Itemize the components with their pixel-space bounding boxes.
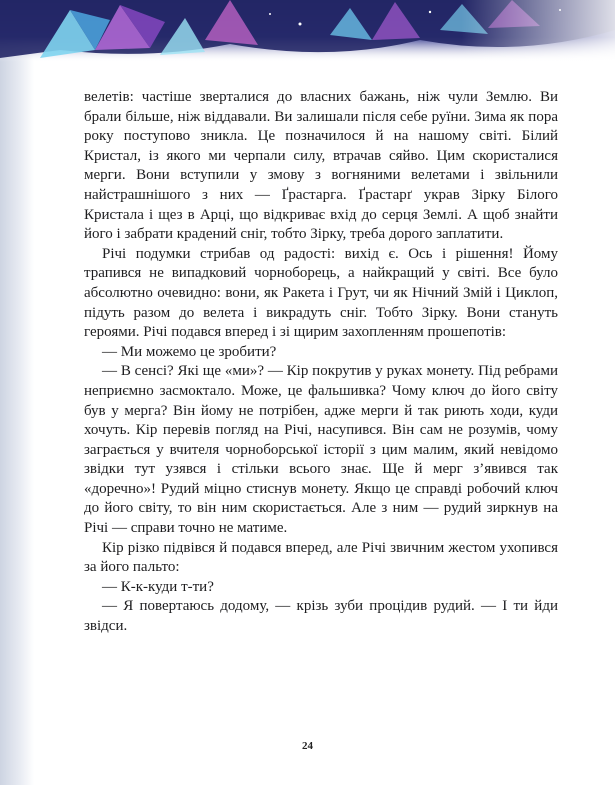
dialogue-line: — Я повертаюсь додому, — крізь зуби процідив рудий. — І ти йди звідси. [84,598,558,635]
page-number: 24 [302,740,313,752]
paragraph: Кір різко підвівся й подався вперед, але Річі звичним жестом ухопився за його пальто: [84,539,558,576]
paragraph: Річі подумки стрибав од радості: вихід є. Ось і рішення! Йому трапився не випадковий чорноборець, а найкращий у світі. Все було абсолютно очевидно: вони, як Ракета і Грут, чи як Нічний Змій і Циклоп, підуть разом до велета і викрадуть сніг. Тобто Зірку. Вони стануть героями. Річі подався вперед і зі щирим захопленням прошепотів: [84,245,558,341]
paragraph: велетів: частіше зверталися до власних бажань, ніж чули Землю. Ви брали більше, ніж віддавали. Ви залишали після себе руїни. Зима як пора року поступово зникла. Це позначилося й на нашому світі. Білий Кристал, із якого ми черпали силу, втрачав сяйво. Цим скористалися мерги. Вони вступили у змову з вогняними велетами і звільнили найстрашнішого з них — Ґрастарга. Ґрастарґ украв Зірку Білого Кристала і щез в Арці, що відкриває вхід до серця Землі. А щоб знайти його і забрати крадений сніг, тобто Зірку, треба дорого заплатити. [84,89,558,243]
dialogue-line: — Ми можемо це зробити? [102,343,277,360]
dialogue-line: — К-к-куди т-ти? [102,578,214,595]
page-spine-shadow [0,0,34,785]
header-crystal-illustration [0,0,615,70]
paragraph: — В сенсі? Які ще «ми»? — Кір покрутив у руках монету. Під ребрами неприємно засмоктало. Може, це фальшивка? Чому ключ до його світу був у мерга? Він йому не потрібен, адже мерги й так риють ходи, куди хочуть. Кір перевів погляд на Річі, насупився. Він сам не розумів, чому заграється у вчителя чорноборської історії з цим малим, який невідомо звідки тут узявся і стільки всього знає. Ще й мерг з’явився так «доречно»! Рудий міцно стиснув монету. Якщо це справді робочий ключ до його світу, то він ним скористається. Але з ним — рудий зиркнув на Річі — справи точно не матиме. [84,363,558,537]
page-body-text [84,88,558,637]
